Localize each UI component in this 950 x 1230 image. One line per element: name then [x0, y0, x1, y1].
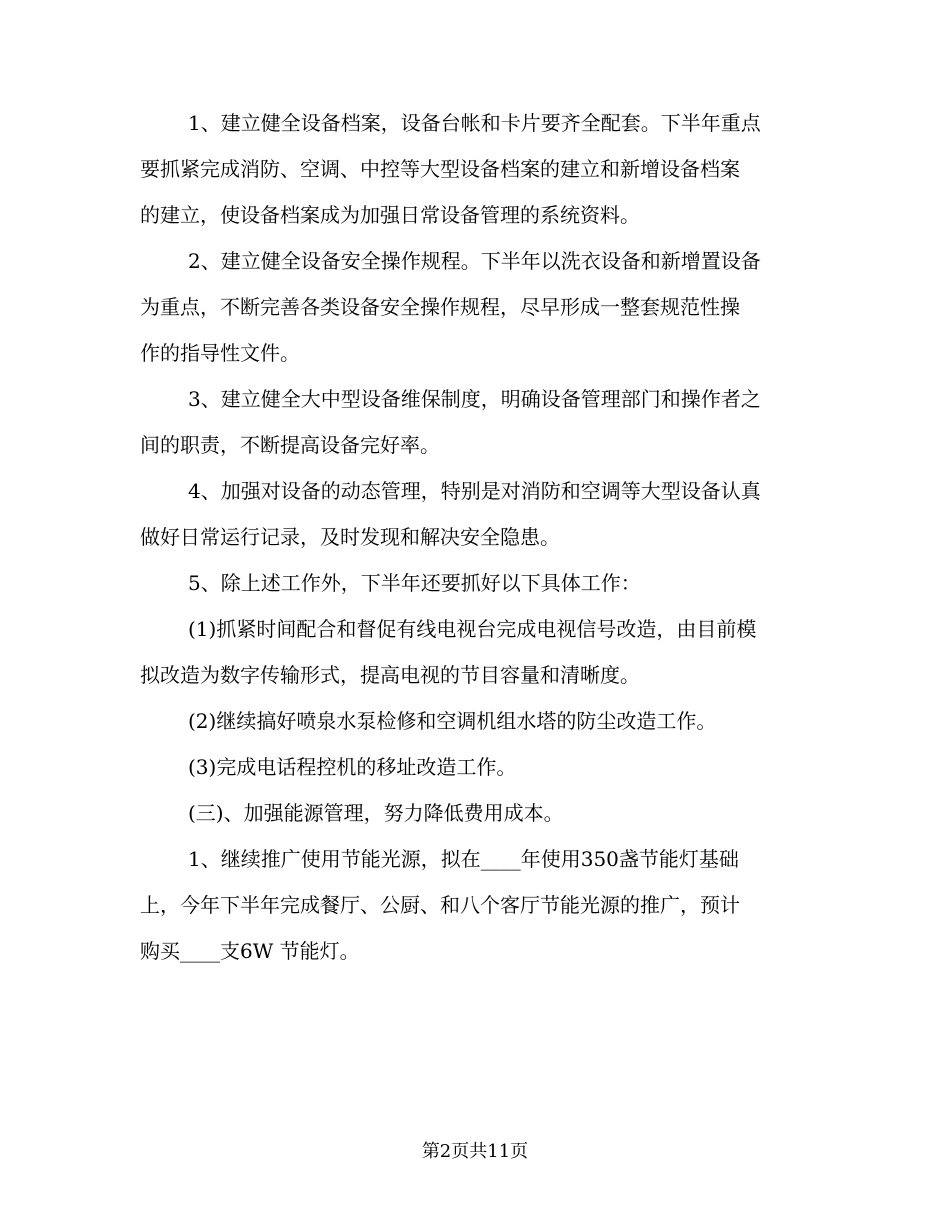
paragraph-line: (2)继续搞好喷泉水泵检修和空调机组水塔的防尘改造工作。 — [188, 709, 717, 733]
paragraph-line: 3、建立健全大中型设备维保制度，明确设备管理部门和操作者之 — [188, 387, 761, 411]
paragraph-line: 1、建立健全设备档案，设备台帐和卡片要齐全配套。下半年重点 — [188, 111, 761, 135]
paragraph-line: 做好日常运行记录，及时发现和解决安全隐患。 — [140, 525, 560, 549]
paragraph-line: 拟改造为数字传输形式，提高电视的节目容量和清晰度。 — [140, 663, 640, 687]
paragraph-5 — [140, 560, 820, 606]
paragraph-2 — [140, 238, 820, 376]
paragraph-line: 4、加强对设备的动态管理，特别是对消防和空调等大型设备认真 — [188, 479, 761, 503]
paragraph-4 — [140, 468, 820, 560]
paragraph-line: 的建立，使设备档案成为加强日常设备管理的系统资料。 — [140, 203, 640, 227]
paragraph-6 — [140, 606, 820, 698]
page-number-footer: 第2页共11页 — [421, 1141, 529, 1162]
paragraph-line: (3)完成电话程控机的移址改造工作。 — [188, 755, 517, 779]
paragraph-line: 2、建立健全设备安全操作规程。下半年以洗衣设备和新增置设备 — [188, 249, 761, 273]
paragraph-line: 要抓紧完成消防、空调、中控等大型设备档案的建立和新增设备档案 — [140, 157, 740, 181]
section-heading — [140, 790, 820, 836]
section-heading-line: (三)、加强能源管理，努力降低费用成本。 — [188, 801, 564, 825]
paragraph-3 — [140, 376, 820, 468]
paragraph-line: 间的职责，不断提高设备完好率。 — [140, 433, 440, 457]
paragraph-line: 5、除上述工作外，下半年还要抓好以下具体工作： — [188, 571, 641, 595]
paragraph-line: (1)抓紧时间配合和督促有线电视台完成电视信号改造，由目前模 — [188, 617, 757, 641]
paragraph-10 — [140, 836, 820, 974]
paragraph-1 — [140, 100, 820, 238]
paragraph-7 — [140, 698, 820, 744]
paragraph-line: 1、继续推广使用节能光源，拟在____年使用350盏节能灯基础 — [188, 847, 739, 871]
paragraph-line: 上，今年下半年完成餐厅、公厨、和八个客厅节能光源的推广，预计 — [140, 893, 740, 917]
document-body — [140, 100, 820, 974]
paragraph-line: 为重点，不断完善各类设备安全操作规程，尽早形成一整套规范性操 — [140, 295, 740, 319]
paragraph-line: 购买____支6W 节能灯。 — [140, 939, 360, 963]
paragraph-8 — [140, 744, 820, 790]
paragraph-line: 作的指导性文件。 — [140, 341, 300, 365]
